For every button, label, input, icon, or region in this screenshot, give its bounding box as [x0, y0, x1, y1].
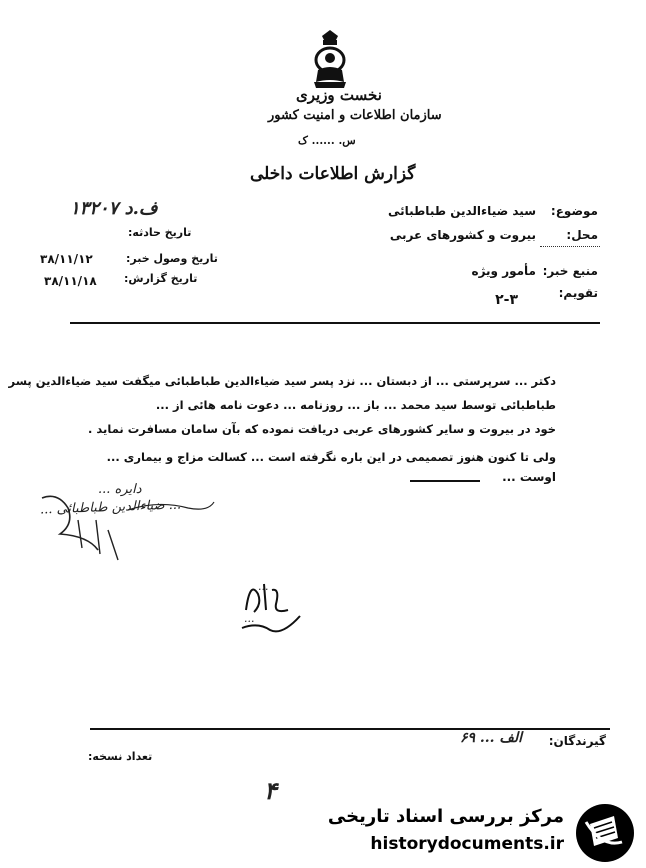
- location-label: محل:: [566, 228, 598, 242]
- assessment-label: تقویم:: [558, 286, 598, 300]
- organization-name: سازمان اطلاعات و امنیت کشور: [268, 108, 442, 123]
- event-date-label: تاریخ حادثه:: [128, 226, 192, 239]
- lion-and-sun-emblem-icon: [300, 30, 360, 90]
- margin-note-1: دایره ...: [98, 482, 142, 497]
- file-number: ف.د ۱۳۲۰۷: [70, 198, 158, 219]
- assessment-value: ۲-۳: [495, 292, 518, 308]
- body-line-5: اوست ...: [502, 470, 556, 484]
- ministry-title: نخست وزیری: [296, 86, 382, 104]
- location-value: بیروت و کشورهای عربی: [389, 228, 536, 242]
- recipients-value: الف ... ۶۹: [460, 730, 523, 746]
- signature-2-text: ...: [244, 612, 255, 625]
- source-label: منبع خبر:: [542, 264, 598, 278]
- body-end-dash: [410, 480, 480, 482]
- header-divider: [70, 322, 600, 324]
- blank-line: [540, 246, 600, 247]
- body-line-3: خود در بیروت و سایر کشورهای عربی دریافت نموده که بآن سامان مسافرت نماید .: [88, 422, 556, 436]
- source-value: مأمور ویژه: [471, 264, 536, 278]
- watermark-url: historydocuments.ir: [370, 834, 564, 854]
- report-date-value: ۳۸/۱۱/۱۸: [44, 274, 97, 288]
- subject-value: سید ضیاءالدین طباطبائی: [387, 204, 536, 218]
- distribution-divider-top: [90, 728, 610, 730]
- received-date-value: ۳۸/۱۱/۱۲: [40, 252, 93, 266]
- body-line-2: طباطبائی توسط سید محمد ... باز ... روزنامه ... دعوت نامه هائی از ...: [155, 398, 556, 412]
- recipients-label: گیرندگان:: [548, 734, 606, 748]
- report-title: گزارش اطلاعات داخلی: [250, 164, 416, 184]
- signature-1: [236, 570, 306, 640]
- margin-note-2: ... ضیاءالدین طباطبائی ...: [39, 497, 182, 518]
- report-date-label: تاریخ گزارش:: [124, 272, 198, 285]
- body-line-4: ولی تا کنون هنوز تصمیمی در این باره نگرفته است ... کسالت مزاج و بیماری ...: [106, 450, 556, 464]
- received-date-label: تاریخ وصول خبر:: [126, 252, 218, 265]
- signature-1-text: ...: [258, 580, 269, 593]
- archive-logo-icon: [572, 802, 638, 864]
- copies-label: تعداد نسخه:: [88, 750, 153, 763]
- page-mark: ۴: [264, 776, 277, 805]
- handwritten-scribble: [38, 490, 218, 580]
- watermark-persian: مرکز بررسی اسناد تاریخی: [327, 806, 564, 827]
- body-line-1: دکتر ... سرپرستی ... از دبستان ... نزد پسر سید ضیاءالدین طباطبائی میگفت سید ضیاءالدین پسر: [8, 374, 556, 388]
- office-code: س. ...... ک: [298, 134, 356, 147]
- subject-label: موضوع:: [550, 204, 598, 218]
